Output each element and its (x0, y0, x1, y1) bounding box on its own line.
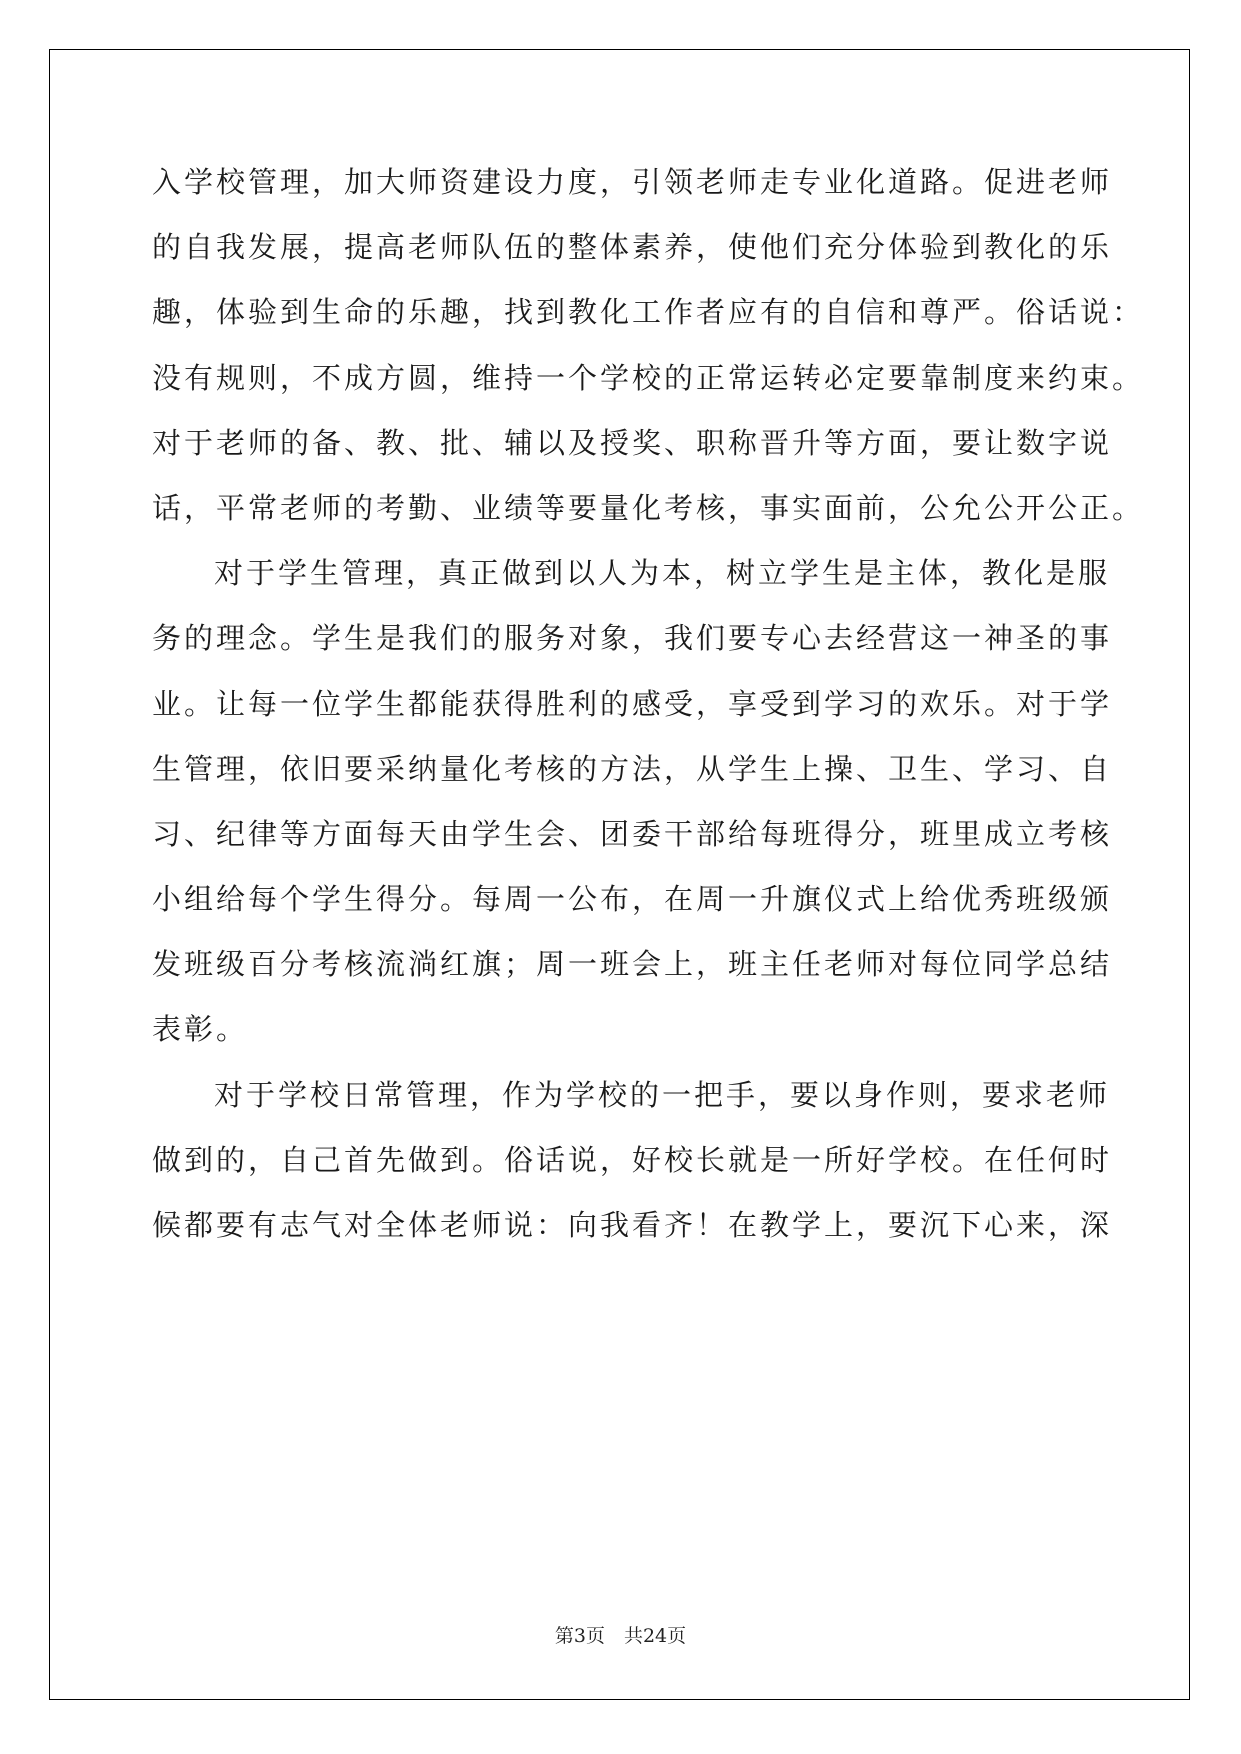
text-line: 对于学生管理，真正做到以人为本，树立学生是主体，教化是服 (214, 556, 1111, 591)
text-line: 对于学校日常管理，作为学校的一把手，要以身作则，要求老师 (214, 1077, 1111, 1112)
text-line: 做到的，自己首先做到。俗话说，好校长就是一所好学校。在任何时 (152, 1142, 1113, 1177)
text-line: 话，平常老师的考勤、业绩等要量化考核，事实面前，公允公开公正。 (152, 490, 1145, 525)
text-line: 发班级百分考核流淌红旗；周一班会上，班主任老师对每位同学总结 (152, 947, 1113, 982)
text-line: 趣，体验到生命的乐趣，找到教化工作者应有的自信和尊严。俗话说： (152, 295, 1145, 330)
page-number-footer: 第3页 共24页 (554, 1625, 687, 1647)
text-line: 习、纪律等方面每天由学生会、团委干部给每班得分，班里成立考核 (152, 816, 1113, 851)
text-line: 业。让每一位学生都能获得胜利的感受，享受到学习的欢乐。对于学 (152, 686, 1113, 721)
text-line: 对于老师的备、教、批、辅以及授奖、职称晋升等方面，要让数字说 (152, 425, 1113, 460)
text-line: 入学校管理，加大师资建设力度，引领老师走专业化道路。促进老师 (152, 165, 1113, 199)
text-line: 务的理念。学生是我们的服务对象，我们要专心去经营这一神圣的事 (152, 621, 1113, 656)
text-line: 没有规则，不成方圆，维持一个学校的正常运转必定要靠制度来约束。 (152, 360, 1145, 395)
text-line: 候都要有志气对全体老师说：向我看齐！在教学上，要沉下心来，深 (152, 1208, 1113, 1242)
text-line: 的自我发展，提高老师队伍的整体素养，使他们充分体验到教化的乐 (152, 230, 1113, 265)
text-line: 生管理，依旧要采纳量化考核的方法，从学生上操、卫生、学习、自 (152, 751, 1113, 786)
document-body (152, 160, 1145, 1268)
text-line: 表彰。 (152, 1012, 249, 1047)
text-line: 小组给每个学生得分。每周一公布，在周一升旗仪式上给优秀班级颁 (152, 882, 1113, 917)
